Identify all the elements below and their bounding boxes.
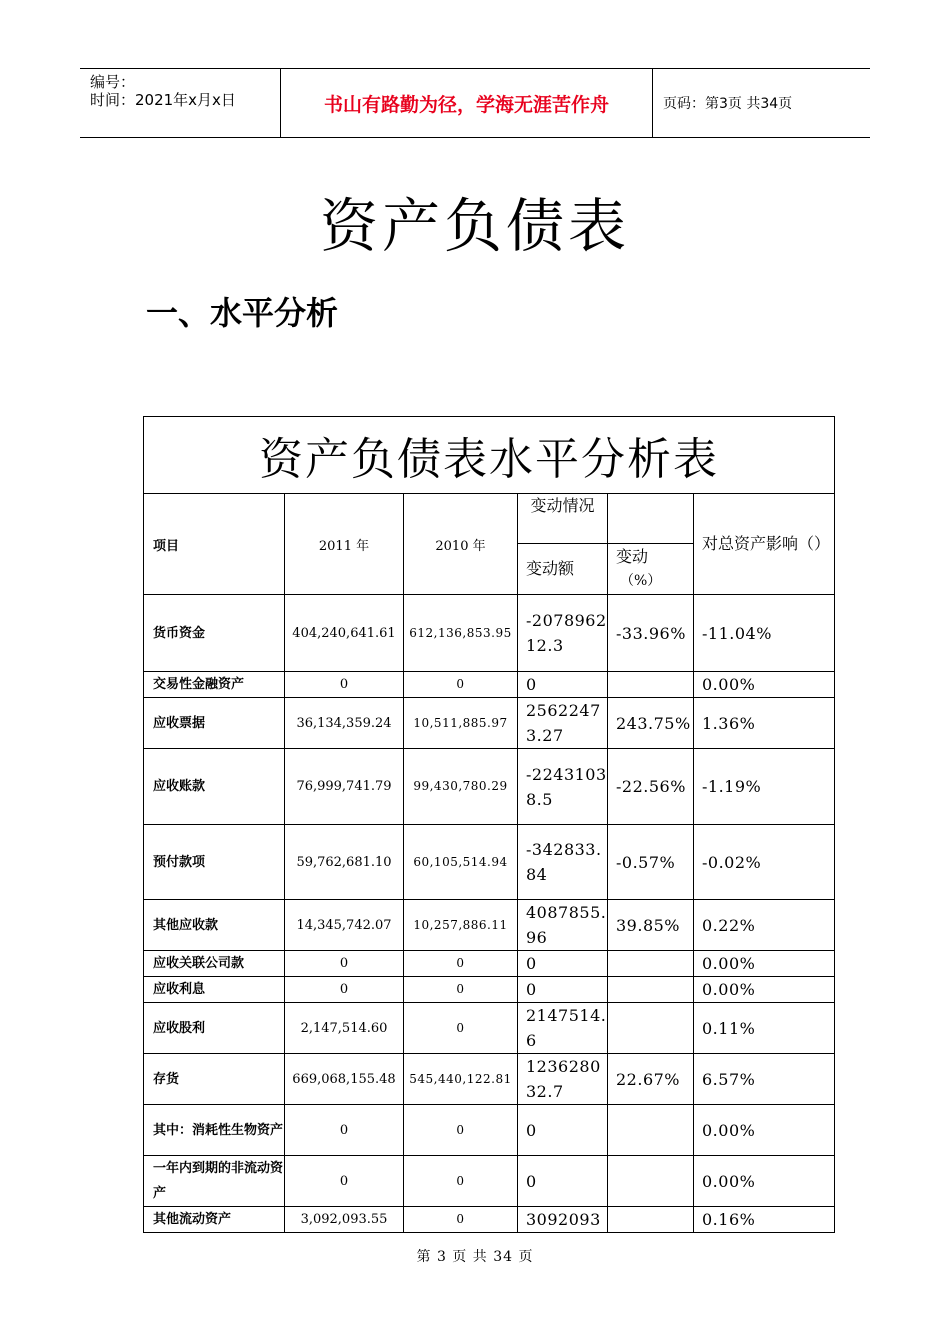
row-item-cell: 其中：消耗性生物资产 [144,1105,285,1156]
row-2010-cell: 545,440,122.81 [404,1054,518,1105]
row-change-amount-cell: -207896212.3 [518,595,608,672]
row-2010-cell: 0 [404,977,518,1003]
row-2010-cell: 0 [404,951,518,977]
table-caption: 资产负债表水平分析表 [144,417,835,494]
row-impact-cell: -1.19% [694,749,835,825]
header-change-pct-label: 变动 [616,547,649,566]
row-change-amount-cell: -342833.84 [518,825,608,900]
row-change-amount-cell: 0 [518,1156,608,1207]
row-impact-cell: 0.11% [694,1003,835,1054]
row-impact-cell: 0.00% [694,672,835,698]
table-row [144,1003,835,1054]
row-2010-cell: 0 [404,1156,518,1207]
row-item-cell: 一年内到期的非流动资产 [144,1156,285,1207]
row-impact-cell: -0.02% [694,825,835,900]
row-2010-cell: 60,105,514.94 [404,825,518,900]
row-change-amount-cell: 0 [518,951,608,977]
table-row [144,951,835,977]
table-row [144,977,835,1003]
row-change-amount-cell: 25622473.27 [518,698,608,749]
section-title: 一、水平分析 [146,294,339,332]
row-change-pct-cell: 22.67% [608,1054,694,1105]
row-change-pct-cell [608,977,694,1003]
row-item-cell: 货币资金 [144,595,285,672]
row-item-cell: 应收利息 [144,977,285,1003]
row-2011-cell: 0 [285,1105,404,1156]
row-impact-cell: 0.00% [694,977,835,1003]
row-change-amount-cell: 0 [518,1105,608,1156]
row-2011-cell: 0 [285,672,404,698]
time-label: 时间：2021年x月x日 [90,91,236,109]
row-change-pct-cell [608,672,694,698]
row-impact-cell: 0.22% [694,900,835,951]
row-change-amount-cell: 0 [518,977,608,1003]
row-2011-cell: 36,134,359.24 [285,698,404,749]
row-item-cell: 应收票据 [144,698,285,749]
header-empty-cell [608,494,694,544]
row-impact-cell: 0.00% [694,1156,835,1207]
horizontal-analysis-table [143,416,835,1233]
page-header [80,68,870,138]
row-2011-cell: 14,345,742.07 [285,900,404,951]
row-2011-cell: 404,240,641.61 [285,595,404,672]
header-impact: 对总资产影响（） [694,494,835,595]
row-impact-cell: 0.00% [694,951,835,977]
row-item-cell: 交易性金融资产 [144,672,285,698]
table-row [144,672,835,698]
row-2011-cell: 669,068,155.48 [285,1054,404,1105]
header-item: 项目 [144,494,285,595]
row-2010-cell: 0 [404,1207,518,1233]
header-2010: 2010 年 [404,494,518,595]
row-2010-cell: 0 [404,672,518,698]
row-2010-cell: 99,430,780.29 [404,749,518,825]
row-change-amount-cell: 4087855.96 [518,900,608,951]
header-2011: 2011 年 [285,494,404,595]
row-change-pct-cell [608,1207,694,1233]
row-2011-cell: 76,999,741.79 [285,749,404,825]
row-change-pct-cell: -22.56% [608,749,694,825]
row-change-amount-cell: 123628032.7 [518,1054,608,1105]
table-row [144,1207,835,1233]
row-2010-cell: 612,136,853.95 [404,595,518,672]
row-change-pct-cell: -33.96% [608,595,694,672]
header-motto: 书山有路勤为径，学海无涯苦作舟 [281,69,653,137]
header-page-info: 页码：第3页 共34页 [663,96,793,112]
row-2011-cell: 0 [285,951,404,977]
row-change-pct-cell [608,1156,694,1207]
header-change-pct [608,544,694,595]
row-item-cell: 其他应收款 [144,900,285,951]
header-meta [80,69,281,137]
header-change-group: 变动情况 [518,494,608,544]
row-2010-cell: 0 [404,1003,518,1054]
row-change-pct-cell: 39.85% [608,900,694,951]
row-change-amount-cell: -22431038.5 [518,749,608,825]
row-impact-cell: -11.04% [694,595,835,672]
row-2010-cell: 10,257,886.11 [404,900,518,951]
header-change-pct-unit: （%） [620,573,662,589]
row-item-cell: 存货 [144,1054,285,1105]
row-2010-cell: 10,511,885.97 [404,698,518,749]
table-row [144,1156,835,1207]
header-change-amount: 变动额 [518,544,608,595]
row-2011-cell: 0 [285,977,404,1003]
row-2011-cell: 3,092,093.55 [285,1207,404,1233]
row-impact-cell: 0.00% [694,1105,835,1156]
row-change-pct-cell [608,1003,694,1054]
table-row [144,1105,835,1156]
row-2011-cell: 59,762,681.10 [285,825,404,900]
document-title: 资产负债表 [319,192,630,260]
row-2011-cell: 0 [285,1156,404,1207]
row-change-pct-cell [608,951,694,977]
row-change-amount-cell: 3092093 [518,1207,608,1233]
row-change-pct-cell: 243.75% [608,698,694,749]
row-impact-cell: 0.16% [694,1207,835,1233]
row-change-pct-cell: -0.57% [608,825,694,900]
row-item-cell: 应收账款 [144,749,285,825]
row-change-amount-cell: 0 [518,672,608,698]
number-label: 编号： [90,73,136,91]
row-impact-cell: 6.57% [694,1054,835,1105]
table-row [144,900,835,951]
table-row [144,698,835,749]
row-2011-cell: 2,147,514.60 [285,1003,404,1054]
row-item-cell: 其他流动资产 [144,1207,285,1233]
row-change-amount-cell: 2147514.6 [518,1003,608,1054]
row-item-cell: 应收关联公司款 [144,951,285,977]
table-row [144,825,835,900]
table-row [144,595,835,672]
row-2010-cell: 0 [404,1105,518,1156]
row-item-cell: 应收股利 [144,1003,285,1054]
table-row [144,749,835,825]
page-footer: 第 3 页 共 34 页 [416,1249,534,1265]
table-row [144,1054,835,1105]
row-impact-cell: 1.36% [694,698,835,749]
row-item-cell: 预付款项 [144,825,285,900]
row-change-pct-cell [608,1105,694,1156]
